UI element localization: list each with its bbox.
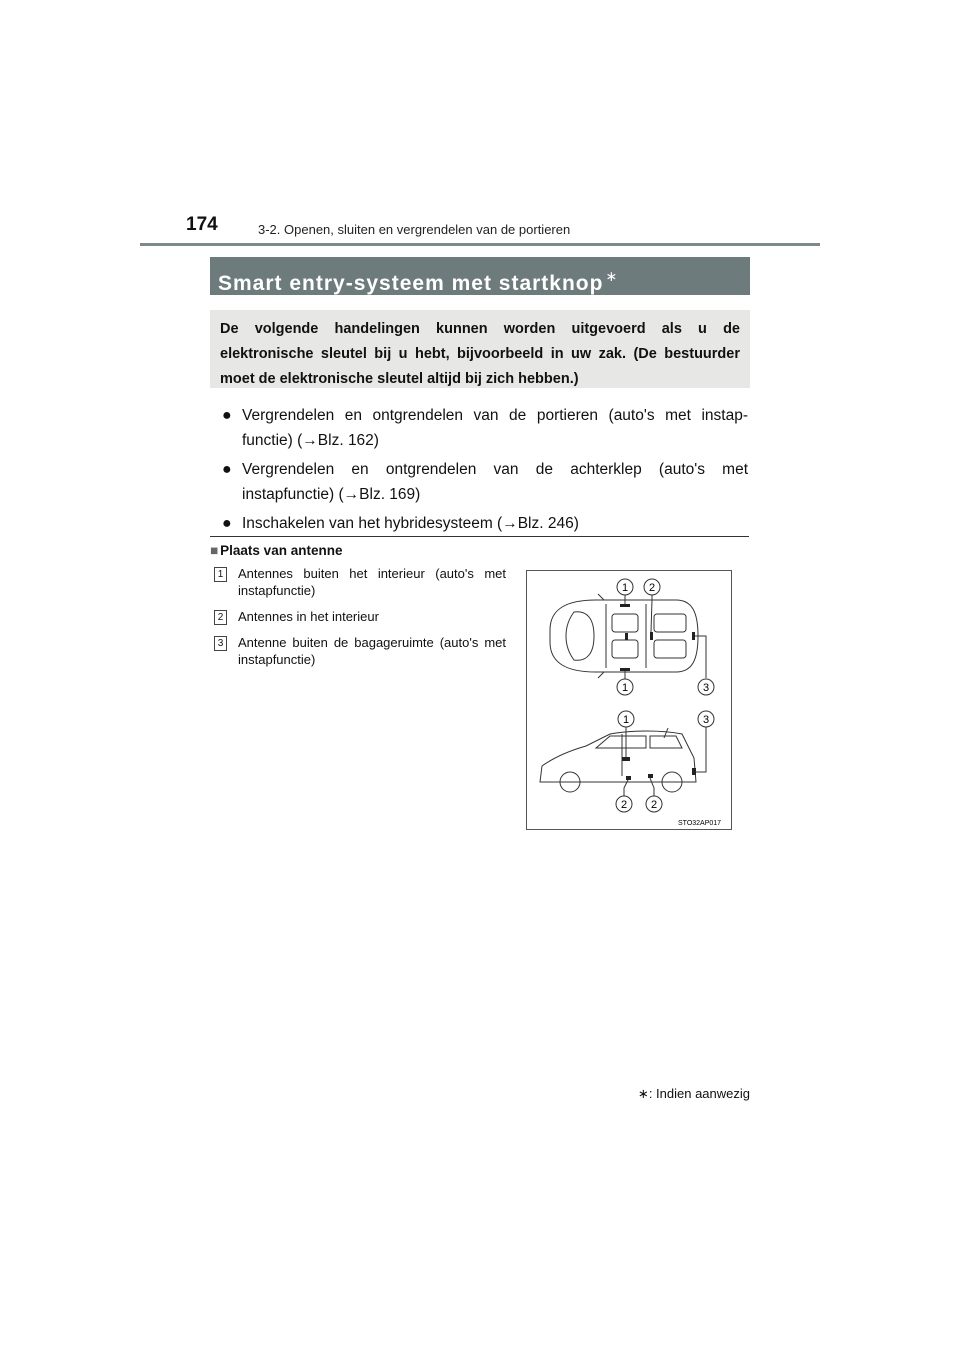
- callout-label: 2: [620, 799, 628, 811]
- bullet-dot-icon: ●: [222, 407, 232, 424]
- bullet-list: [222, 403, 748, 540]
- bullet-text: Vergrendelen en ontgrendelen van de achterklep (auto's met instapfunctie) (→Blz. 169): [242, 461, 748, 503]
- callout-label: 3: [702, 714, 710, 726]
- legend-item: [214, 634, 506, 668]
- callout-label: 1: [621, 582, 629, 594]
- legend-text: Antenne buiten de bagageruimte (auto's met instapfunctie): [238, 635, 506, 667]
- bullet-dot-icon: ●: [222, 515, 232, 532]
- square-bullet-icon: ■: [210, 543, 219, 558]
- callout-label: 2: [650, 799, 658, 811]
- subsection-title: Plaats van antenne: [220, 543, 343, 558]
- callout-label: 2: [648, 582, 656, 594]
- running-title: 3-2. Openen, sluiten en vergrendelen van de portieren: [258, 222, 571, 237]
- bullet-dot-icon: ●: [222, 461, 232, 478]
- page-number: 174: [186, 214, 218, 235]
- bullet-item: [222, 403, 748, 453]
- bullet-text: Inschakelen van het hybridesysteem (→Blz. 246): [242, 515, 579, 532]
- callout-label: 1: [621, 682, 629, 694]
- legend-number: 3: [214, 636, 227, 651]
- antenna-legend: [214, 565, 506, 677]
- legend-number: 1: [214, 567, 227, 582]
- legend-number: 2: [214, 610, 227, 625]
- section-title: Smart entry-systeem met startknop: [218, 272, 604, 295]
- section-title-bar: [210, 257, 750, 295]
- asterisk-icon: ∗: [605, 268, 619, 284]
- subsection-heading: [210, 543, 342, 558]
- legend-item: [214, 565, 506, 599]
- legend-text: Antennes in het interieur: [238, 609, 379, 624]
- bullet-text: Vergrendelen en ontgrendelen van de portieren (auto's met instap-functie) (→Blz. 162): [242, 407, 748, 449]
- legend-item: [214, 608, 506, 625]
- footnote: ∗: Indien aanwezig: [637, 1086, 750, 1101]
- header-rule: [140, 243, 820, 246]
- callout-label: 1: [622, 714, 630, 726]
- section-divider: [210, 536, 749, 537]
- intro-box: De volgende handelingen kunnen worden uitgevoerd als u de elektronische sleutel bij u hebt, bijvoorbeeld in uw zak. (De bestuurder moet de elektronische sleutel altijd bij zich hebben.): [210, 310, 750, 388]
- diagram-code: STO32AP017: [678, 820, 722, 827]
- bullet-item: [222, 457, 748, 507]
- legend-text: Antennes buiten het interieur (auto's met instapfunctie): [238, 566, 506, 598]
- callout-label: 3: [702, 682, 710, 694]
- antenna-location-diagram: [526, 570, 732, 830]
- bullet-item: [222, 511, 748, 536]
